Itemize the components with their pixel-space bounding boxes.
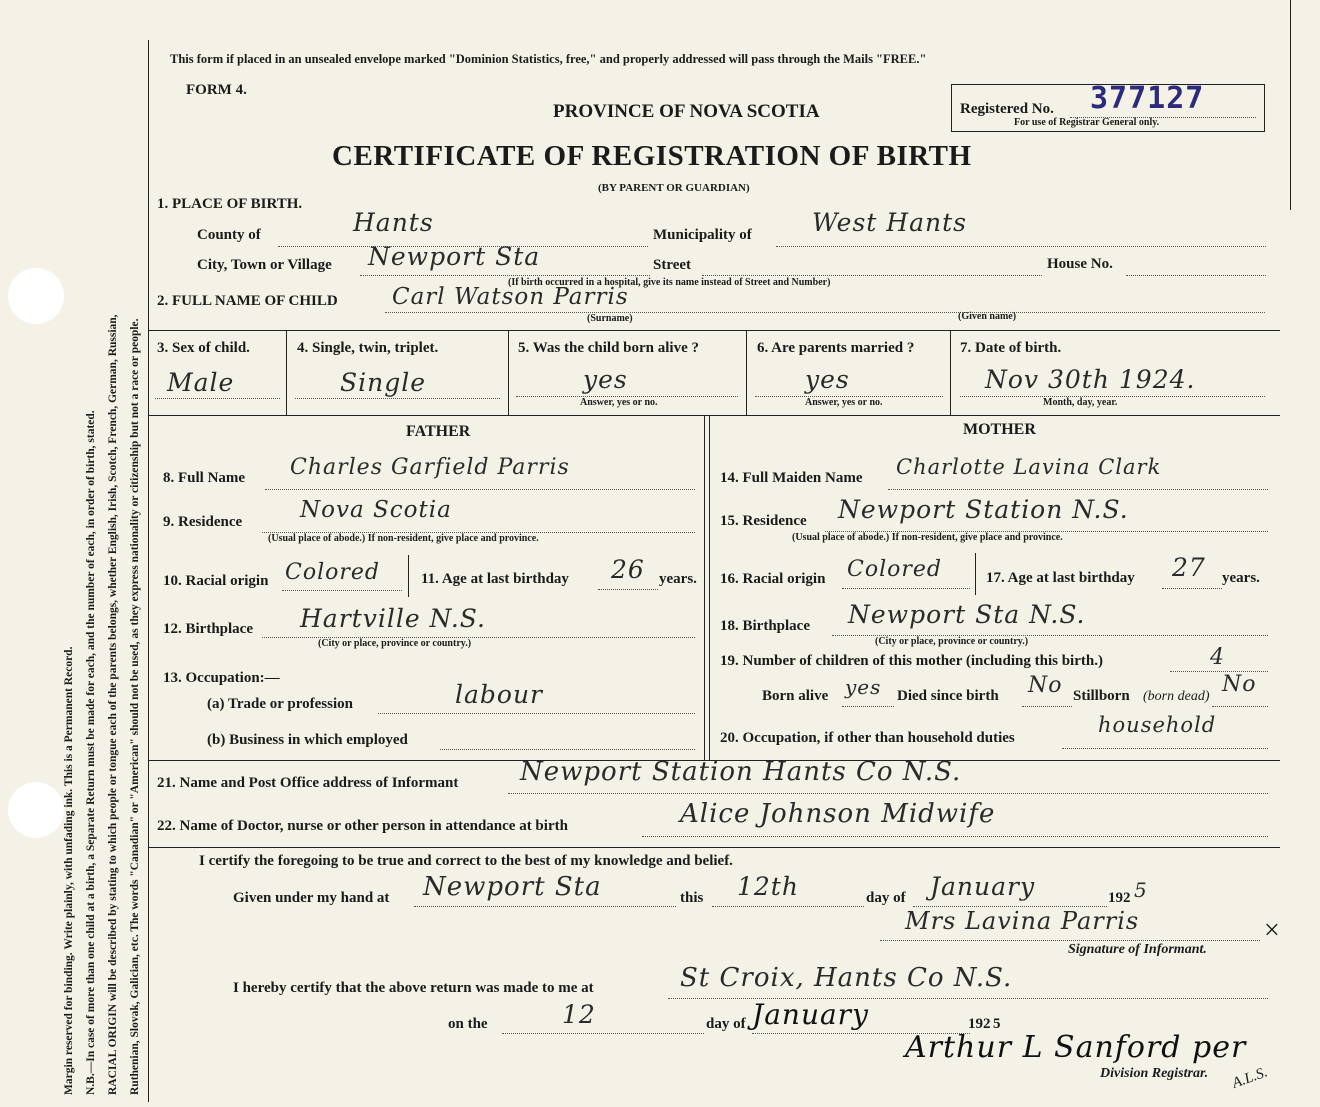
given-under-label: Given under my hand at bbox=[233, 890, 390, 906]
given-day-of-label: day of bbox=[866, 890, 906, 906]
given-day-value: 12th bbox=[737, 872, 799, 901]
given-month-value: January bbox=[930, 872, 1036, 901]
mother-occupation-value: household bbox=[1098, 713, 1217, 737]
registered-number-note: For use of Registrar General only. bbox=[1014, 117, 1160, 128]
mother-racial-label: 16. Racial origin bbox=[720, 571, 826, 587]
mother-heading: MOTHER bbox=[963, 421, 1036, 438]
mail-notice: This form if placed in an unsealed envelope marked "Dominion Statistics, free," and properly addressed will pass through the Mails "FREE." bbox=[170, 52, 927, 66]
father-residence-value: Nova Scotia bbox=[300, 497, 452, 523]
died-since-birth-label: Died since birth bbox=[897, 688, 999, 704]
mother-age-years: years. bbox=[1222, 570, 1260, 586]
divider-2 bbox=[148, 415, 1280, 416]
father-racial-label: 10. Racial origin bbox=[163, 573, 269, 589]
divider-4 bbox=[148, 847, 1280, 848]
municipality-label: Municipality of bbox=[653, 227, 752, 243]
father-birthplace-label: 12. Birthplace bbox=[163, 621, 253, 637]
divider-1 bbox=[148, 330, 1280, 331]
form-number: FORM 4. bbox=[186, 82, 247, 98]
father-age-years: years. bbox=[659, 571, 697, 587]
mother-name-value: Charlotte Lavina Clark bbox=[896, 455, 1162, 479]
father-age-label: 11. Age at last birthday bbox=[421, 571, 569, 587]
mother-age-label: 17. Age at last birthday bbox=[986, 570, 1135, 586]
margin-nationality-note: Ruthenian, Slovak, Galician, etc. The words "Canadian" or "American" should not be used, as they express nationality or citizenship but not a race or people. bbox=[129, 318, 141, 1095]
stillborn-value: No bbox=[1222, 672, 1257, 697]
date-of-birth-label: 7. Date of birth. bbox=[960, 340, 1062, 356]
informant-x-mark: × bbox=[1264, 915, 1280, 946]
father-age-value: 26 bbox=[611, 555, 645, 584]
given-place-value: Newport Sta bbox=[423, 872, 602, 902]
registrar-statement: I hereby certify that the above return was made to me at bbox=[233, 980, 594, 996]
mother-age-value: 27 bbox=[1172, 553, 1206, 582]
county-label: County of bbox=[197, 227, 261, 243]
mother-children-label: 19. Number of children of this mother (including this birth.) bbox=[720, 653, 1103, 669]
surname-note: (Surname) bbox=[587, 313, 633, 324]
stillborn-note: (born dead) bbox=[1143, 689, 1210, 704]
city-value: Newport Sta bbox=[368, 242, 541, 271]
plurality-value: Single bbox=[340, 368, 427, 397]
mother-birthplace-value: Newport Sta N.S. bbox=[848, 600, 1086, 629]
father-name-value: Charles Garfield Parris bbox=[290, 455, 570, 480]
parents-married-note: Answer, yes or no. bbox=[805, 397, 883, 408]
parents-married-label: 6. Are parents married ? bbox=[757, 340, 915, 356]
street-label: Street bbox=[653, 257, 692, 273]
place-of-birth-heading: 1. PLACE OF BIRTH. bbox=[157, 196, 303, 212]
parents-married-value: yes bbox=[805, 365, 850, 394]
father-heading: FATHER bbox=[406, 423, 471, 440]
mother-residence-value: Newport Station N.S. bbox=[838, 495, 1129, 524]
informant-signature-label: Signature of Informant. bbox=[1068, 942, 1207, 957]
certify-statement: I certify the foregoing to be true and correct to the best of my knowledge and belief. bbox=[199, 853, 733, 869]
registrar-initials: A.L.S. bbox=[1230, 1064, 1270, 1092]
informant-signature: Mrs Lavina Parris bbox=[905, 907, 1140, 935]
born-alive-label: 5. Was the child born alive ? bbox=[518, 340, 699, 356]
mother-residence-note: (Usual place of abode.) If non-resident, give place and province. bbox=[792, 532, 1063, 543]
father-trade-value: labour bbox=[455, 680, 544, 709]
form-left-border bbox=[148, 40, 149, 1102]
registered-number-value: 377127 bbox=[1090, 81, 1205, 116]
born-alive-count-label: Born alive bbox=[762, 688, 829, 704]
mother-name-label: 14. Full Maiden Name bbox=[720, 470, 863, 486]
father-name-label: 8. Full Name bbox=[163, 470, 246, 486]
municipality-value: West Hants bbox=[812, 208, 967, 237]
mother-racial-value: Colored bbox=[847, 557, 942, 582]
registrar-year-suffix: 5 bbox=[993, 1016, 1001, 1032]
born-alive-value: yes bbox=[583, 365, 628, 394]
registrar-signature-label: Division Registrar. bbox=[1100, 1066, 1209, 1081]
born-alive-count-value: yes bbox=[845, 675, 882, 699]
father-birthplace-note: (City or place, province or country.) bbox=[318, 638, 472, 649]
registrar-month-value: January bbox=[752, 998, 869, 1031]
date-of-birth-value: Nov 30th 1924. bbox=[985, 365, 1196, 394]
informant-value: Newport Station Hants Co N.S. bbox=[520, 757, 962, 787]
margin-multiple-birth-note: N.B.—In case of more than one child at a birth, a Separate Return must be made for each, and the number of each, in order of birth, stated. bbox=[85, 410, 97, 1095]
stillborn-label: Stillborn bbox=[1073, 688, 1130, 704]
registrar-day-value: 12 bbox=[562, 1000, 596, 1029]
registrar-signature: Arthur L Sanford per bbox=[905, 1030, 1247, 1065]
city-label: City, Town or Village bbox=[197, 257, 332, 273]
father-trade-label: (a) Trade or profession bbox=[207, 696, 353, 712]
father-birthplace-value: Hartville N.S. bbox=[300, 604, 486, 633]
registered-number-label: Registered No. bbox=[960, 101, 1054, 117]
province-heading: PROVINCE OF NOVA SCOTIA bbox=[553, 101, 820, 122]
father-racial-value: Colored bbox=[285, 560, 380, 585]
father-business-label: (b) Business in which employed bbox=[207, 732, 408, 748]
child-name-label: 2. FULL NAME OF CHILD bbox=[157, 293, 338, 309]
plurality-label: 4. Single, twin, triplet. bbox=[297, 340, 439, 356]
given-year-prefix: 192 bbox=[1108, 890, 1131, 906]
hospital-note: (If birth occurred in a hospital, give its name instead of Street and Number) bbox=[508, 277, 831, 288]
form-right-border bbox=[1290, 0, 1291, 210]
mother-children-value: 4 bbox=[1210, 645, 1225, 670]
doctor-label: 22. Name of Doctor, nurse or other person in attendance at birth bbox=[157, 818, 568, 834]
certificate-title: CERTIFICATE OF REGISTRATION OF BIRTH bbox=[332, 140, 972, 172]
born-alive-note: Answer, yes or no. bbox=[580, 397, 658, 408]
child-name-value: Carl Watson Parris bbox=[392, 284, 629, 310]
date-of-birth-note: Month, day, year. bbox=[1043, 397, 1118, 408]
county-value: Hants bbox=[353, 208, 434, 237]
given-year-suffix: 5 bbox=[1134, 878, 1148, 902]
sex-label: 3. Sex of child. bbox=[157, 340, 250, 356]
certificate-subtitle: (BY PARENT OR GUARDIAN) bbox=[598, 182, 750, 194]
mother-residence-label: 15. Residence bbox=[720, 513, 807, 529]
father-residence-label: 9. Residence bbox=[163, 514, 243, 530]
registrar-on-the-label: on the bbox=[448, 1016, 488, 1032]
house-number-label: House No. bbox=[1047, 256, 1113, 272]
father-occupation-label: 13. Occupation:— bbox=[163, 670, 280, 686]
margin-binding-note: Margin reserved for binding. Write plainly, with unfading ink. This is a Permanent Record. bbox=[63, 646, 75, 1095]
sex-value: Male bbox=[167, 368, 235, 397]
mother-birthplace-label: 18. Birthplace bbox=[720, 618, 810, 634]
given-this-label: this bbox=[680, 890, 704, 906]
father-residence-note: (Usual place of abode.) If non-resident, give place and province. bbox=[268, 533, 539, 544]
mother-occupation-label: 20. Occupation, if other than household duties bbox=[720, 730, 1015, 746]
registrar-year-prefix: 192 bbox=[968, 1016, 991, 1032]
father-mother-divider bbox=[704, 415, 705, 760]
punch-hole-bottom bbox=[8, 782, 64, 838]
punch-hole-top bbox=[8, 268, 64, 324]
doctor-value: Alice Johnson Midwife bbox=[680, 799, 996, 829]
registrar-place-value: St Croix, Hants Co N.S. bbox=[680, 963, 1013, 993]
registrar-day-of-label: day of bbox=[706, 1016, 746, 1032]
registered-number-box bbox=[951, 81, 1265, 132]
mother-birthplace-note: (City or place, province or country.) bbox=[875, 636, 1029, 647]
margin-racial-origin-note: RACIAL ORIGIN will be described by stating to which people or tongue each of the parents belongs, whether English, Irish, Scotch, French, German, Russian, bbox=[107, 314, 119, 1095]
died-since-birth-value: No bbox=[1028, 673, 1063, 698]
informant-label: 21. Name and Post Office address of Informant bbox=[157, 775, 459, 791]
given-name-note: (Given name) bbox=[958, 311, 1017, 322]
